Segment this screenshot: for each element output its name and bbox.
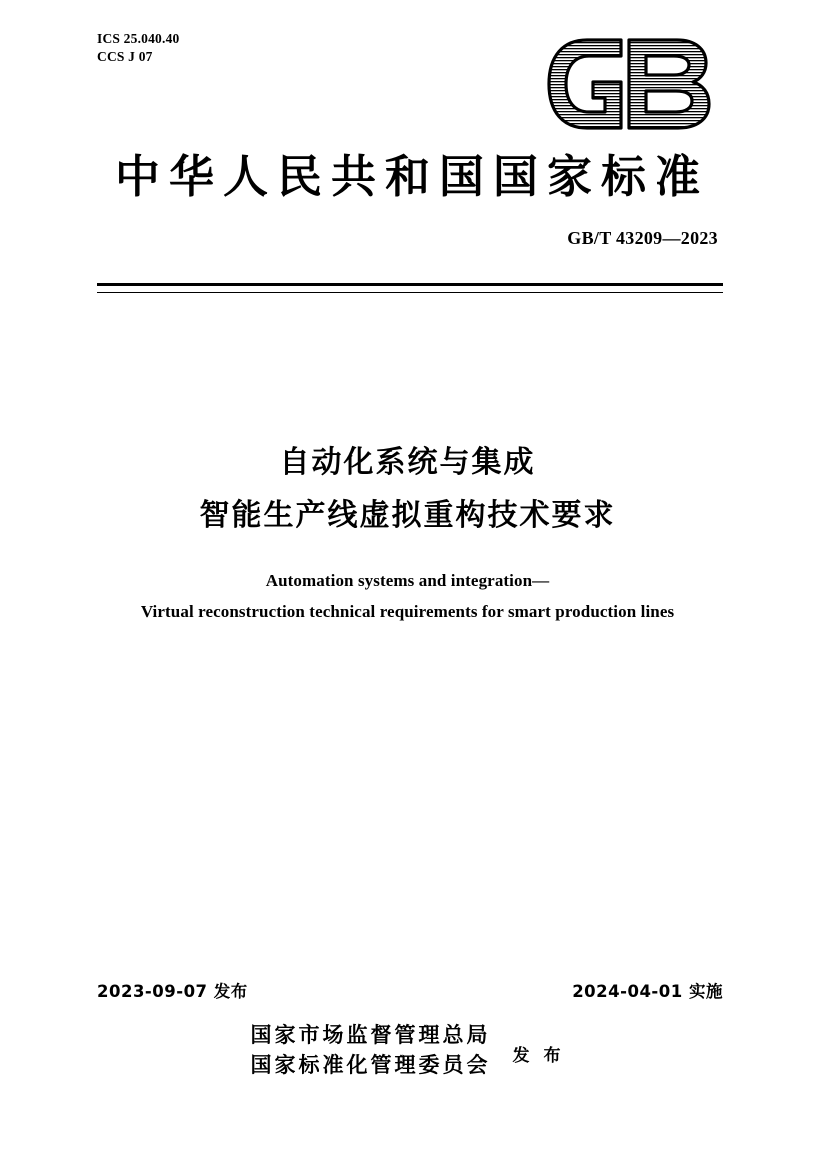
document-subtitle-line-1: Automation systems and integration—	[265, 571, 550, 590]
issuer-org-2: 国家标准化管理委员会	[250, 1053, 491, 1078]
ics-code: ICS 25.040.40	[97, 31, 180, 46]
ccs-code: CCS J 07	[97, 49, 153, 65]
document-title-line-1: 自动化系统与集成	[279, 445, 536, 480]
issuer-action-label: 发 布	[512, 1045, 565, 1066]
divider-thin	[97, 292, 723, 293]
standard-number: GB/T 43209—2023	[567, 228, 718, 248]
document-title-line-2: 智能生产线虚拟重构技术要求	[199, 497, 616, 533]
document-title	[0, 437, 815, 542]
page-title: 中华人民共和国国家标准	[114, 150, 709, 203]
document-subtitle-line-2: Virtual reconstruction technical requirements for smart production lines	[140, 601, 675, 621]
divider-thick	[97, 283, 723, 286]
effective-date: 2024-04-01 实施	[572, 982, 723, 1001]
gb-emblem-icon	[543, 36, 723, 132]
issuing-organizations	[0, 1020, 815, 1081]
classification-codes	[97, 30, 180, 66]
date-row	[97, 978, 723, 1002]
issuer-org-1: 国家市场监督管理总局	[250, 1023, 491, 1047]
document-subtitle	[0, 566, 815, 627]
issue-date: 2023-09-07 发布	[97, 982, 248, 1001]
issuer-names	[251, 1020, 491, 1081]
